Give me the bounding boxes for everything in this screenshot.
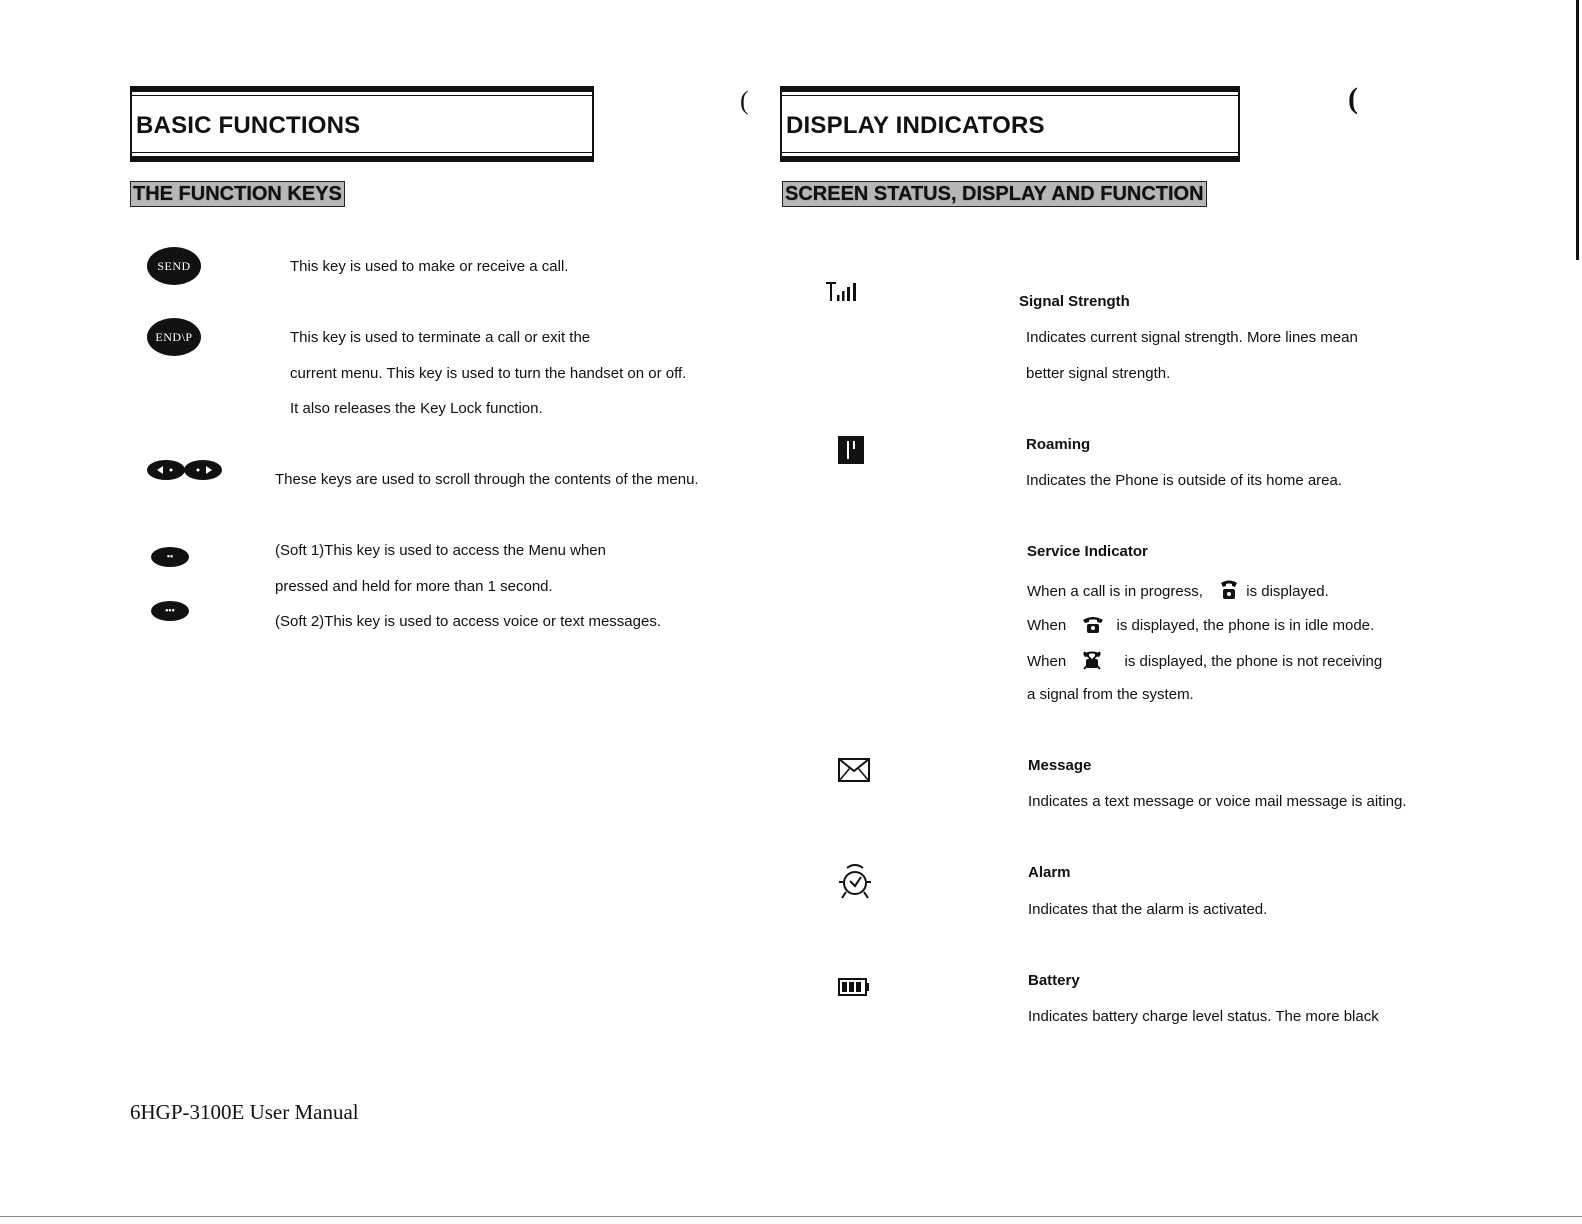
- service-line2: [1027, 614, 1374, 638]
- battery-icon: [838, 978, 870, 1001]
- right-page-title: DISPLAY INDICATORS: [786, 112, 1045, 139]
- end-key-description-line2: current menu. This key is used to turn the handset on or off.: [290, 365, 687, 382]
- right-page-mark: (: [1348, 82, 1358, 115]
- service-line3-start: When: [1027, 652, 1067, 670]
- message-title: Message: [1028, 757, 1092, 774]
- roaming-icon: [838, 436, 864, 469]
- service-line3-end: is displayed, the phone is not receiving: [1124, 652, 1383, 670]
- page-edge-line: [1576, 0, 1579, 260]
- soft1-description-line2: pressed and held for more than 1 second.: [275, 578, 553, 595]
- service-line1-end: is displayed.: [1246, 582, 1329, 600]
- no-service-icon: [1082, 650, 1102, 674]
- manual-footer: 6HGP-3100E User Manual: [130, 1100, 359, 1124]
- alarm-line1: Indicates that the alarm is activated.: [1028, 901, 1268, 918]
- left-page-title: BASIC FUNCTIONS: [136, 112, 361, 139]
- message-line1: Indicates a text message or voice mail message is aiting.: [1028, 793, 1407, 810]
- left-subheading: THE FUNCTION KEYS: [130, 181, 345, 207]
- signal-strength-title: Signal Strength: [1019, 293, 1130, 310]
- alarm-title: Alarm: [1028, 864, 1071, 881]
- signal-strength-line2: better signal strength.: [1026, 365, 1171, 382]
- signal-strength-line1: Indicates current signal strength. More lines mean: [1026, 329, 1358, 346]
- soft1-description-line1: (Soft 1)This key is used to access the Menu when: [275, 542, 606, 559]
- left-page-mark: (: [740, 86, 749, 115]
- end-key-icon: [147, 318, 201, 356]
- service-line1-start: When a call is in progress,: [1027, 582, 1203, 600]
- send-key-icon: [147, 247, 201, 285]
- bottom-rule: [0, 1216, 1582, 1217]
- signal-bars-icon: [826, 281, 862, 308]
- right-header-box: [780, 86, 1240, 162]
- scroll-keys-icon: [147, 459, 223, 481]
- soft2-description: (Soft 2)This key is used to access voice or text messages.: [275, 613, 661, 630]
- battery-line1: Indicates battery charge level status. The more black: [1028, 1008, 1379, 1025]
- service-line3: [1027, 650, 1382, 674]
- battery-title: Battery: [1028, 972, 1080, 989]
- idle-mode-icon: [1082, 614, 1104, 638]
- right-subheading: SCREEN STATUS, DISPLAY AND FUNCTION: [782, 181, 1207, 207]
- soft2-key-icon: •••: [151, 601, 189, 621]
- service-indicator-title: Service Indicator: [1027, 543, 1148, 560]
- service-line2-start: When: [1027, 616, 1067, 634]
- service-line2-end: is displayed, the phone is in idle mode.: [1116, 616, 1375, 634]
- service-line1: [1027, 579, 1329, 605]
- send-key-label: SEND: [157, 258, 191, 273]
- roaming-title: Roaming: [1026, 436, 1091, 453]
- alarm-clock-icon: [835, 864, 875, 907]
- end-key-description-line1: This key is used to terminate a call or exit the: [290, 329, 591, 346]
- scroll-keys-description: These keys are used to scroll through the contents of the menu.: [275, 471, 699, 488]
- send-key-description: This key is used to make or receive a call.: [290, 258, 569, 275]
- roaming-line1: Indicates the Phone is outside of its home area.: [1026, 472, 1343, 489]
- service-line4: a signal from the system.: [1027, 686, 1194, 703]
- envelope-icon: [838, 758, 870, 787]
- end-key-label: END\P: [155, 329, 193, 344]
- soft1-key-icon: ••: [151, 547, 189, 567]
- end-key-description-line3: It also releases the Key Lock function.: [290, 400, 543, 417]
- left-header-box: [130, 86, 594, 162]
- call-in-progress-icon: [1219, 579, 1239, 605]
